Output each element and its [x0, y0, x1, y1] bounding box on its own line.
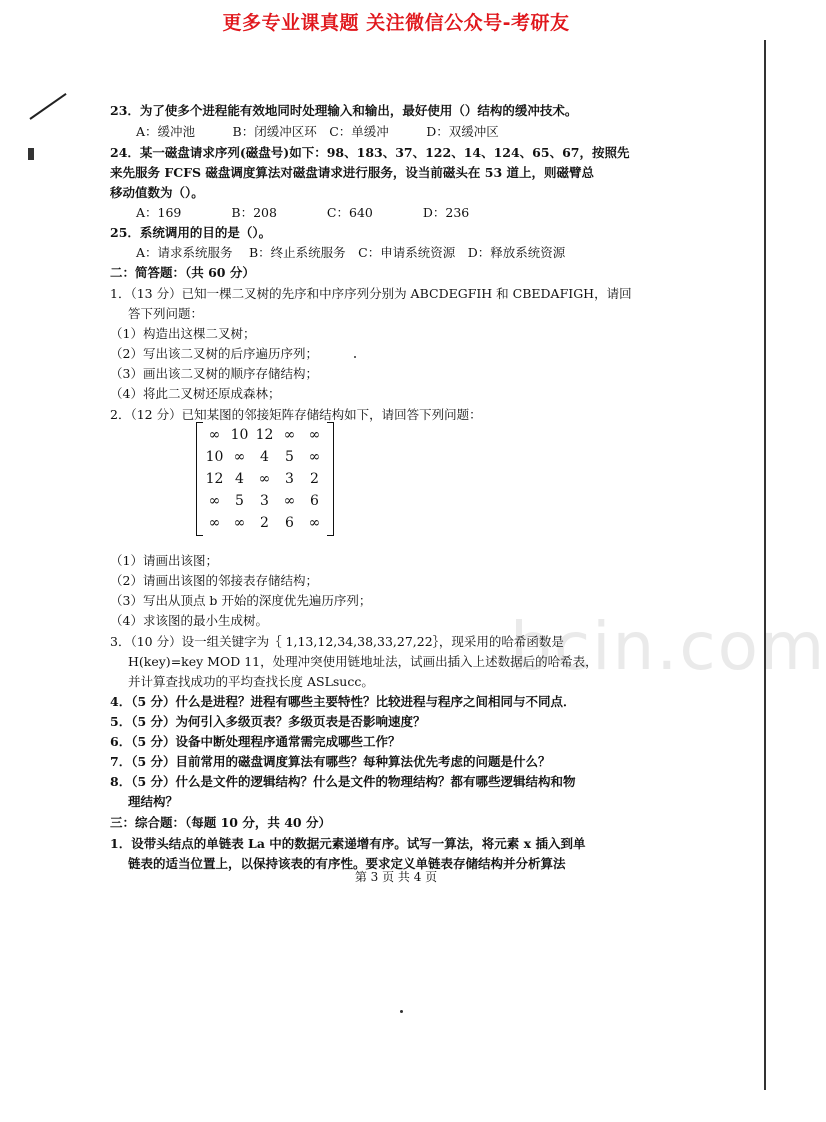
scan-speck — [400, 1010, 403, 1013]
matrix-cell: ∞ — [308, 427, 321, 443]
matrix-cell: 4 — [235, 471, 244, 487]
question-23: 23．为了使多个进程能有效地同时处理输入和输出，最好使用（）结构的缓冲技术。 — [110, 103, 578, 118]
adjacency-matrix — [196, 422, 334, 536]
matrix-cell: ∞ — [233, 515, 246, 531]
short-q1-part1: （1）构造出这棵二叉树； — [110, 326, 256, 341]
matrix-cell: 4 — [260, 449, 269, 465]
question-23-options: A：缓冲池 B：闭缓冲区环 C：单缓冲 D：双缓冲区 — [136, 124, 499, 139]
short-q1-part3: （3）画出该二叉树的顺序存储结构； — [110, 366, 318, 381]
scan-speck — [354, 356, 356, 358]
short-q2-part3: （3）写出从顶点 b 开始的深度优先遍历序列； — [110, 593, 372, 608]
matrix-cell: 12 — [255, 427, 274, 443]
comprehensive-q1: 1．设带头结点的单链表 La 中的数据元素递增有序。试写一算法，将元素 x 插入到单 — [110, 836, 586, 851]
matrix-cell: 6 — [310, 493, 319, 509]
comprehensive-q1-cont: 链表的适当位置上，以保持该表的有序性。要求定义单链表存储结构并分析算法 — [128, 856, 566, 871]
short-q4: 4．（5 分）什么是进程？进程有哪些主要特性？比较进程与程序之间相同与不同点． — [110, 694, 576, 709]
matrix-cell: ∞ — [308, 449, 321, 465]
matrix-cell: 3 — [260, 493, 269, 509]
matrix-cell: 10 — [205, 449, 224, 465]
short-q1-cont: 答下列问题： — [128, 306, 204, 321]
short-q1-part4: （4）将此二叉树还原成森林； — [110, 386, 281, 401]
matrix-cell: 5 — [285, 449, 294, 465]
matrix-cell: 10 — [230, 427, 249, 443]
matrix-row — [202, 468, 328, 490]
matrix-cell: 2 — [310, 471, 319, 487]
question-24-options: A：169 B：208 C：640 D：236 — [136, 205, 470, 220]
matrix-cell: ∞ — [283, 493, 296, 509]
page-banner: 更多专业课真题 关注微信公众号-考研友 — [222, 12, 570, 34]
short-q8: 8．（5 分）什么是文件的逻辑结构？什么是文件的物理结构？都有哪些逻辑结构和物 — [110, 774, 576, 789]
short-q3-cont: H(key)=key MOD 11，处理冲突使用链地址法，试画出插入上述数据后的哈希表， — [128, 654, 598, 669]
matrix-row — [202, 446, 328, 468]
short-q2: 2．（12 分）已知某图的邻接矩阵存储结构如下，请回答下列问题： — [110, 407, 482, 422]
short-q5: 5．（5 分）为何引入多级页表？多级页表是否影响速度？ — [110, 714, 426, 729]
question-24-cont2: 移动值数为（）。 — [110, 185, 204, 200]
scan-edge-line — [764, 40, 766, 1090]
section-3-heading: 三：综合题：（每题 10 分，共 40 分） — [110, 815, 331, 830]
short-q1-part2: （2）写出该二叉树的后序遍历序列； — [110, 346, 318, 361]
matrix-row — [202, 490, 328, 512]
matrix-cell: 3 — [285, 471, 294, 487]
matrix-right-bracket — [327, 422, 334, 536]
short-q6: 6．（5 分）设备中断处理程序通常需完成哪些工作？ — [110, 734, 401, 749]
short-q2-part4: （4）求该图的最小生成树。 — [110, 613, 268, 628]
question-25-options: A：请求系统服务 B：终止系统服务 C：申请系统资源 D：释放系统资源 — [136, 245, 566, 260]
question-25: 25．系统调用的目的是（）。 — [110, 225, 272, 240]
watermark: bcin.com — [510, 608, 826, 685]
short-q1: 1．（13 分）已知一棵二叉树的先序和中序序列分别为 ABCDEGFIH 和 CBEDAFIGH，请回 — [110, 286, 632, 301]
matrix-cell: 5 — [235, 493, 244, 509]
question-24: 24．某一磁盘请求序列(磁盘号)如下：98、183、37、122、14、124、65、67，按照先 — [110, 145, 630, 160]
short-q2-part2: （2）请画出该图的邻接表存储结构； — [110, 573, 318, 588]
short-q3: 3．（10 分）设一组关键字为｛ 1,13,12,34,38,33,27,22｝，现采用的哈希函数是 — [110, 634, 564, 649]
matrix-cell: ∞ — [233, 449, 246, 465]
section-2-heading: 二：简答题：（共 60 分） — [110, 265, 255, 280]
scan-pen-mark — [29, 93, 66, 120]
matrix-cell: 6 — [285, 515, 294, 531]
short-q7: 7．（5 分）目前常用的磁盘调度算法有哪些？每种算法优先考虑的问题是什么？ — [110, 754, 551, 769]
scan-edge-mark — [28, 148, 34, 160]
short-q2-part1: （1）请画出该图； — [110, 553, 218, 568]
matrix-cell: ∞ — [208, 515, 221, 531]
matrix-cell: 12 — [205, 471, 224, 487]
matrix-row — [202, 512, 328, 534]
matrix-row — [202, 424, 328, 446]
short-q8-cont: 理结构？ — [128, 794, 179, 809]
question-24-cont: 来先服务 FCFS 磁盘调度算法对磁盘请求进行服务，设当前磁头在 53 道上，则磁臂总 — [110, 165, 595, 180]
matrix-cell: ∞ — [208, 493, 221, 509]
matrix-cell: ∞ — [283, 427, 296, 443]
page-footer: 第 3 页 共 4 页 — [354, 870, 438, 884]
matrix-cell: ∞ — [258, 471, 271, 487]
matrix-cell: ∞ — [308, 515, 321, 531]
matrix-cell: 2 — [260, 515, 269, 531]
short-q3-cont2: 并计算查找成功的平均查找长度 ASLsucc。 — [128, 674, 374, 689]
matrix-cell: ∞ — [208, 427, 221, 443]
